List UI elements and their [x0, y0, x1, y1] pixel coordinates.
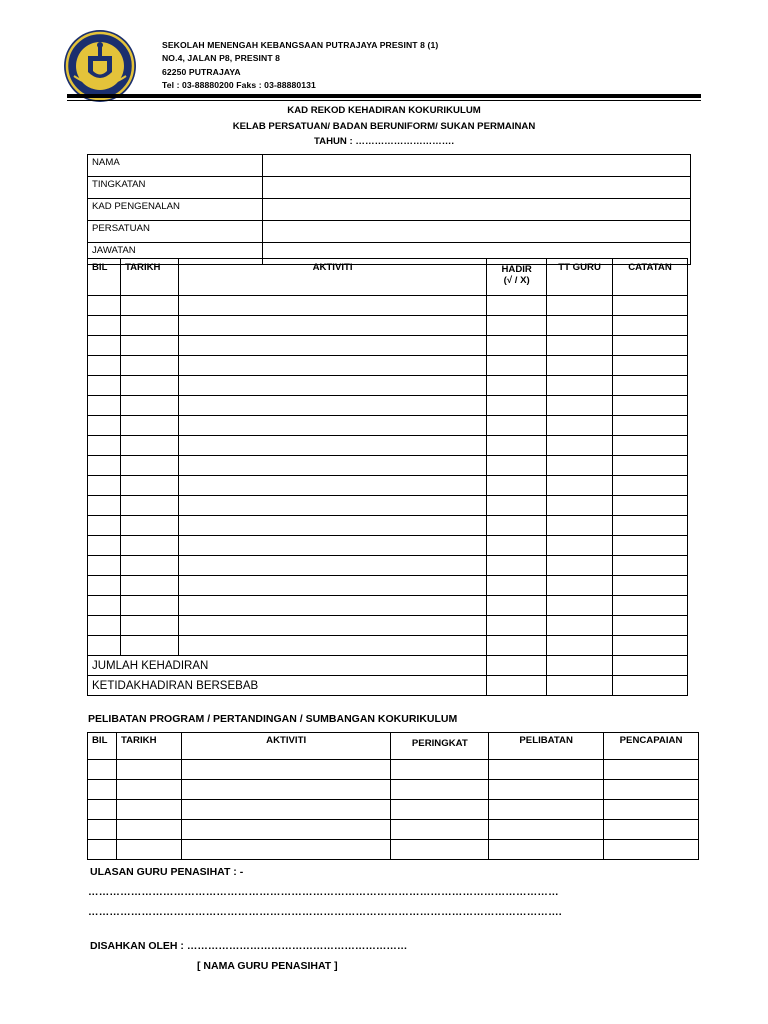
info-label: PERSATUAN — [88, 221, 263, 243]
attendance-cell[interactable] — [120, 616, 178, 636]
attendance-cell[interactable] — [178, 316, 486, 336]
info-value-field[interactable] — [263, 177, 691, 199]
attendance-cell[interactable] — [613, 436, 688, 456]
attendance-cell[interactable] — [88, 436, 121, 456]
attendance-cell[interactable] — [178, 336, 486, 356]
attendance-cell[interactable] — [613, 456, 688, 476]
attendance-row — [88, 556, 688, 576]
attendance-cell[interactable] — [88, 396, 121, 416]
attendance-cell[interactable] — [547, 376, 613, 396]
attendance-cell[interactable] — [88, 456, 121, 476]
attendance-cell[interactable] — [178, 416, 486, 436]
participation-row — [88, 820, 699, 840]
attendance-cell[interactable] — [88, 476, 121, 496]
attendance-cell[interactable] — [613, 576, 688, 596]
header-divider — [67, 94, 701, 98]
attendance-cell[interactable] — [547, 556, 613, 576]
attendance-cell[interactable] — [178, 536, 486, 556]
attendance-cell[interactable] — [613, 496, 688, 516]
attendance-cell[interactable] — [487, 496, 547, 516]
attendance-cell[interactable] — [178, 296, 486, 316]
attendance-cell[interactable] — [613, 636, 688, 656]
attendance-cell[interactable] — [178, 496, 486, 516]
attendance-cell[interactable] — [120, 376, 178, 396]
hadir-label: HADIR — [501, 264, 532, 275]
info-row — [88, 155, 691, 177]
attendance-row — [88, 476, 688, 496]
attendance-cell[interactable] — [487, 596, 547, 616]
attendance-cell[interactable] — [487, 376, 547, 396]
summary-cell[interactable] — [487, 656, 547, 676]
attendance-cell[interactable] — [487, 576, 547, 596]
attendance-cell[interactable] — [613, 316, 688, 336]
attendance-cell[interactable] — [178, 376, 486, 396]
attendance-cell[interactable] — [178, 636, 486, 656]
attendance-cell[interactable] — [547, 416, 613, 436]
participation-cell[interactable] — [116, 820, 181, 840]
attendance-cell[interactable] — [120, 636, 178, 656]
attendance-cell[interactable] — [120, 596, 178, 616]
participation-table — [87, 732, 699, 860]
attendance-row — [88, 576, 688, 596]
attendance-cell[interactable] — [88, 316, 121, 336]
attendance-cell[interactable] — [547, 396, 613, 416]
participation-cell[interactable] — [391, 840, 489, 860]
attendance-cell[interactable] — [178, 556, 486, 576]
attendance-cell[interactable] — [613, 336, 688, 356]
participation-cell[interactable] — [88, 800, 117, 820]
participation-row — [88, 800, 699, 820]
attendance-cell[interactable] — [613, 476, 688, 496]
attendance-cell[interactable] — [178, 356, 486, 376]
attendance-cell[interactable] — [88, 296, 121, 316]
participation-cell[interactable] — [391, 800, 489, 820]
participation-cell[interactable] — [88, 820, 117, 840]
attendance-row — [88, 596, 688, 616]
attendance-cell[interactable] — [120, 456, 178, 476]
participation-cell[interactable] — [181, 780, 390, 800]
attendance-summary-row — [88, 656, 688, 676]
address-line-1: NO.4, JALAN P8, PRESINT 8 — [162, 53, 281, 64]
attendance-row — [88, 516, 688, 536]
participation-cell[interactable] — [116, 840, 181, 860]
attendance-cell[interactable] — [120, 476, 178, 496]
participation-cell[interactable] — [489, 780, 604, 800]
attendance-cell[interactable] — [88, 596, 121, 616]
school-name: SEKOLAH MENENGAH KEBANGSAAN PUTRAJAYA PRESINT 8 (1) — [162, 40, 439, 50]
info-label: TINGKATAN — [88, 177, 263, 199]
info-row — [88, 177, 691, 199]
attendance-cell[interactable] — [120, 436, 178, 456]
participation-row — [88, 780, 699, 800]
attendance-cell[interactable] — [120, 296, 178, 316]
participation-cell[interactable] — [391, 780, 489, 800]
info-value-field[interactable] — [263, 199, 691, 221]
attendance-cell[interactable] — [547, 636, 613, 656]
verified-by-line[interactable]: DISAHKAN OLEH : ……………………………………………………… — [90, 940, 408, 952]
attendance-cell[interactable] — [487, 536, 547, 556]
attendance-cell[interactable] — [613, 516, 688, 536]
participation-cell[interactable] — [489, 800, 604, 820]
col-tarikh: TARIKH — [116, 733, 181, 760]
attendance-row — [88, 456, 688, 476]
info-row — [88, 199, 691, 221]
attendance-cell[interactable] — [120, 396, 178, 416]
col-catatan: CATATAN — [613, 259, 688, 296]
col-tarikh: TARIKH — [120, 259, 178, 296]
attendance-cell[interactable] — [613, 556, 688, 576]
attendance-cell[interactable] — [547, 356, 613, 376]
info-label: NAMA — [88, 155, 263, 177]
attendance-cell[interactable] — [487, 476, 547, 496]
attendance-row — [88, 376, 688, 396]
info-row — [88, 221, 691, 243]
participation-cell[interactable] — [604, 760, 699, 780]
attendance-cell[interactable] — [120, 556, 178, 576]
header-divider-thin — [67, 100, 701, 101]
participation-cell[interactable] — [88, 840, 117, 860]
summary-label: JUMLAH KEHADIRAN — [88, 656, 487, 676]
attendance-cell[interactable] — [547, 536, 613, 556]
summary-cell[interactable] — [613, 676, 688, 696]
attendance-cell[interactable] — [547, 296, 613, 316]
participation-cell[interactable] — [181, 840, 390, 860]
attendance-cell[interactable] — [178, 396, 486, 416]
col-aktiviti: AKTIVITI — [178, 259, 486, 296]
attendance-cell[interactable] — [487, 316, 547, 336]
participation-cell[interactable] — [391, 820, 489, 840]
advisor-comment-label: ULASAN GURU PENASIHAT : - — [90, 866, 244, 878]
attendance-cell[interactable] — [487, 296, 547, 316]
attendance-cell[interactable] — [120, 416, 178, 436]
participation-heading: PELIBATAN PROGRAM / PERTANDINGAN / SUMBANGAN KOKURIKULUM — [88, 713, 458, 725]
attendance-cell[interactable] — [487, 636, 547, 656]
attendance-cell[interactable] — [487, 556, 547, 576]
address-line-2: 62250 PUTRAJAYA — [162, 66, 241, 77]
attendance-cell[interactable] — [613, 296, 688, 316]
attendance-cell[interactable] — [88, 356, 121, 376]
attendance-cell[interactable] — [487, 616, 547, 636]
attendance-cell[interactable] — [88, 556, 121, 576]
attendance-row — [88, 436, 688, 456]
attendance-row — [88, 396, 688, 416]
attendance-row — [88, 636, 688, 656]
comment-line-1[interactable]: …………………………………………………………………………………………………………………… — [88, 886, 559, 898]
attendance-cell[interactable] — [487, 456, 547, 476]
attendance-cell[interactable] — [88, 376, 121, 396]
info-value-field[interactable] — [263, 221, 691, 243]
attendance-row — [88, 496, 688, 516]
attendance-cell[interactable] — [547, 516, 613, 536]
participation-cell[interactable] — [88, 780, 117, 800]
summary-cell[interactable] — [547, 656, 613, 676]
attendance-cell[interactable] — [178, 616, 486, 636]
school-address — [162, 39, 438, 92]
participation-cell[interactable] — [604, 780, 699, 800]
attendance-cell[interactable] — [547, 436, 613, 456]
attendance-cell[interactable] — [613, 616, 688, 636]
attendance-cell[interactable] — [487, 396, 547, 416]
participation-cell[interactable] — [181, 820, 390, 840]
participation-cell[interactable] — [181, 800, 390, 820]
title-line-1: KAD REKOD KEHADIRAN KOKURIKULUM — [287, 105, 481, 116]
contact-line: Tel : 03-88880200 Faks : 03-88880131 — [162, 79, 316, 90]
attendance-cell[interactable] — [547, 476, 613, 496]
attendance-cell[interactable] — [613, 396, 688, 416]
attendance-cell[interactable] — [178, 516, 486, 536]
attendance-row — [88, 356, 688, 376]
attendance-cell[interactable] — [547, 596, 613, 616]
attendance-cell[interactable] — [547, 316, 613, 336]
student-info-table — [87, 154, 691, 265]
col-tt-guru: TT GURU — [547, 259, 613, 296]
participation-cell[interactable] — [489, 760, 604, 780]
attendance-cell[interactable] — [178, 576, 486, 596]
attendance-cell[interactable] — [120, 316, 178, 336]
attendance-table — [87, 258, 688, 696]
participation-header-row — [88, 733, 699, 760]
attendance-row — [88, 296, 688, 316]
attendance-cell[interactable] — [547, 616, 613, 636]
participation-cell[interactable] — [391, 760, 489, 780]
attendance-row — [88, 316, 688, 336]
title-line-2: KELAB PERSATUAN/ BADAN BERUNIFORM/ SUKAN PERMAINAN — [232, 120, 536, 132]
attendance-row — [88, 616, 688, 636]
attendance-cell[interactable] — [88, 616, 121, 636]
col-peringkat: PERINGKAT — [391, 733, 489, 760]
info-value-field[interactable] — [263, 155, 691, 177]
attendance-cell[interactable] — [88, 636, 121, 656]
attendance-cell[interactable] — [120, 516, 178, 536]
advisor-name-placeholder: [ NAMA GURU PENASIHAT ] — [197, 960, 338, 972]
attendance-row — [88, 336, 688, 356]
attendance-cell[interactable] — [178, 456, 486, 476]
attendance-cell[interactable] — [487, 416, 547, 436]
attendance-summary-row — [88, 676, 688, 696]
participation-cell[interactable] — [489, 820, 604, 840]
attendance-row — [88, 536, 688, 556]
participation-row — [88, 840, 699, 860]
attendance-cell[interactable] — [487, 516, 547, 536]
participation-cell[interactable] — [604, 840, 699, 860]
form-title — [0, 103, 768, 150]
attendance-cell[interactable] — [120, 576, 178, 596]
info-label: KAD PENGENALAN — [88, 199, 263, 221]
hadir-sub-label: (√ / X) — [503, 275, 530, 286]
attendance-cell[interactable] — [120, 336, 178, 356]
attendance-cell[interactable] — [88, 576, 121, 596]
attendance-cell[interactable] — [178, 436, 486, 456]
attendance-cell[interactable] — [88, 536, 121, 556]
summary-label: KETIDAKHADIRAN BERSEBAB — [88, 676, 487, 696]
attendance-cell[interactable] — [120, 536, 178, 556]
attendance-cell[interactable] — [88, 416, 121, 436]
attendance-cell[interactable] — [120, 356, 178, 376]
attendance-cell[interactable] — [613, 376, 688, 396]
attendance-cell[interactable] — [178, 476, 486, 496]
comment-line-2[interactable]: ……………………………………………………………………………………………………………………. — [88, 906, 562, 918]
participation-cell[interactable] — [88, 760, 117, 780]
col-bil: BIL — [88, 259, 121, 296]
attendance-cell[interactable] — [88, 496, 121, 516]
col-pelibatan: PELIBATAN — [489, 733, 604, 760]
col-bil: BIL — [88, 733, 117, 760]
title-year: TAHUN : …………………………. — [314, 136, 454, 147]
summary-cell[interactable] — [487, 676, 547, 696]
participation-cell[interactable] — [116, 760, 181, 780]
attendance-header-row — [88, 259, 688, 296]
attendance-cell[interactable] — [613, 356, 688, 376]
col-aktiviti: AKTIVITI — [181, 733, 390, 760]
participation-row — [88, 760, 699, 780]
attendance-cell[interactable] — [88, 516, 121, 536]
participation-cell[interactable] — [604, 820, 699, 840]
attendance-cell[interactable] — [120, 496, 178, 516]
attendance-cell[interactable] — [178, 596, 486, 616]
attendance-row — [88, 416, 688, 436]
col-pencapaian: PENCAPAIAN — [604, 733, 699, 760]
attendance-cell[interactable] — [547, 496, 613, 516]
summary-cell[interactable] — [547, 676, 613, 696]
participation-cell[interactable] — [181, 760, 390, 780]
attendance-cell[interactable] — [547, 576, 613, 596]
attendance-cell[interactable] — [613, 416, 688, 436]
participation-cell[interactable] — [116, 800, 181, 820]
info-label: JAWATAN — [88, 243, 263, 265]
attendance-cell[interactable] — [547, 456, 613, 476]
attendance-cell[interactable] — [613, 596, 688, 616]
attendance-cell[interactable] — [487, 356, 547, 376]
participation-cell[interactable] — [489, 840, 604, 860]
school-crest-icon — [62, 28, 138, 104]
attendance-cell[interactable] — [613, 536, 688, 556]
participation-cell[interactable] — [116, 780, 181, 800]
participation-cell[interactable] — [604, 800, 699, 820]
attendance-cell[interactable] — [487, 336, 547, 356]
attendance-cell[interactable] — [88, 336, 121, 356]
summary-cell[interactable] — [613, 656, 688, 676]
attendance-cell[interactable] — [547, 336, 613, 356]
col-hadir — [487, 259, 547, 296]
attendance-cell[interactable] — [487, 436, 547, 456]
